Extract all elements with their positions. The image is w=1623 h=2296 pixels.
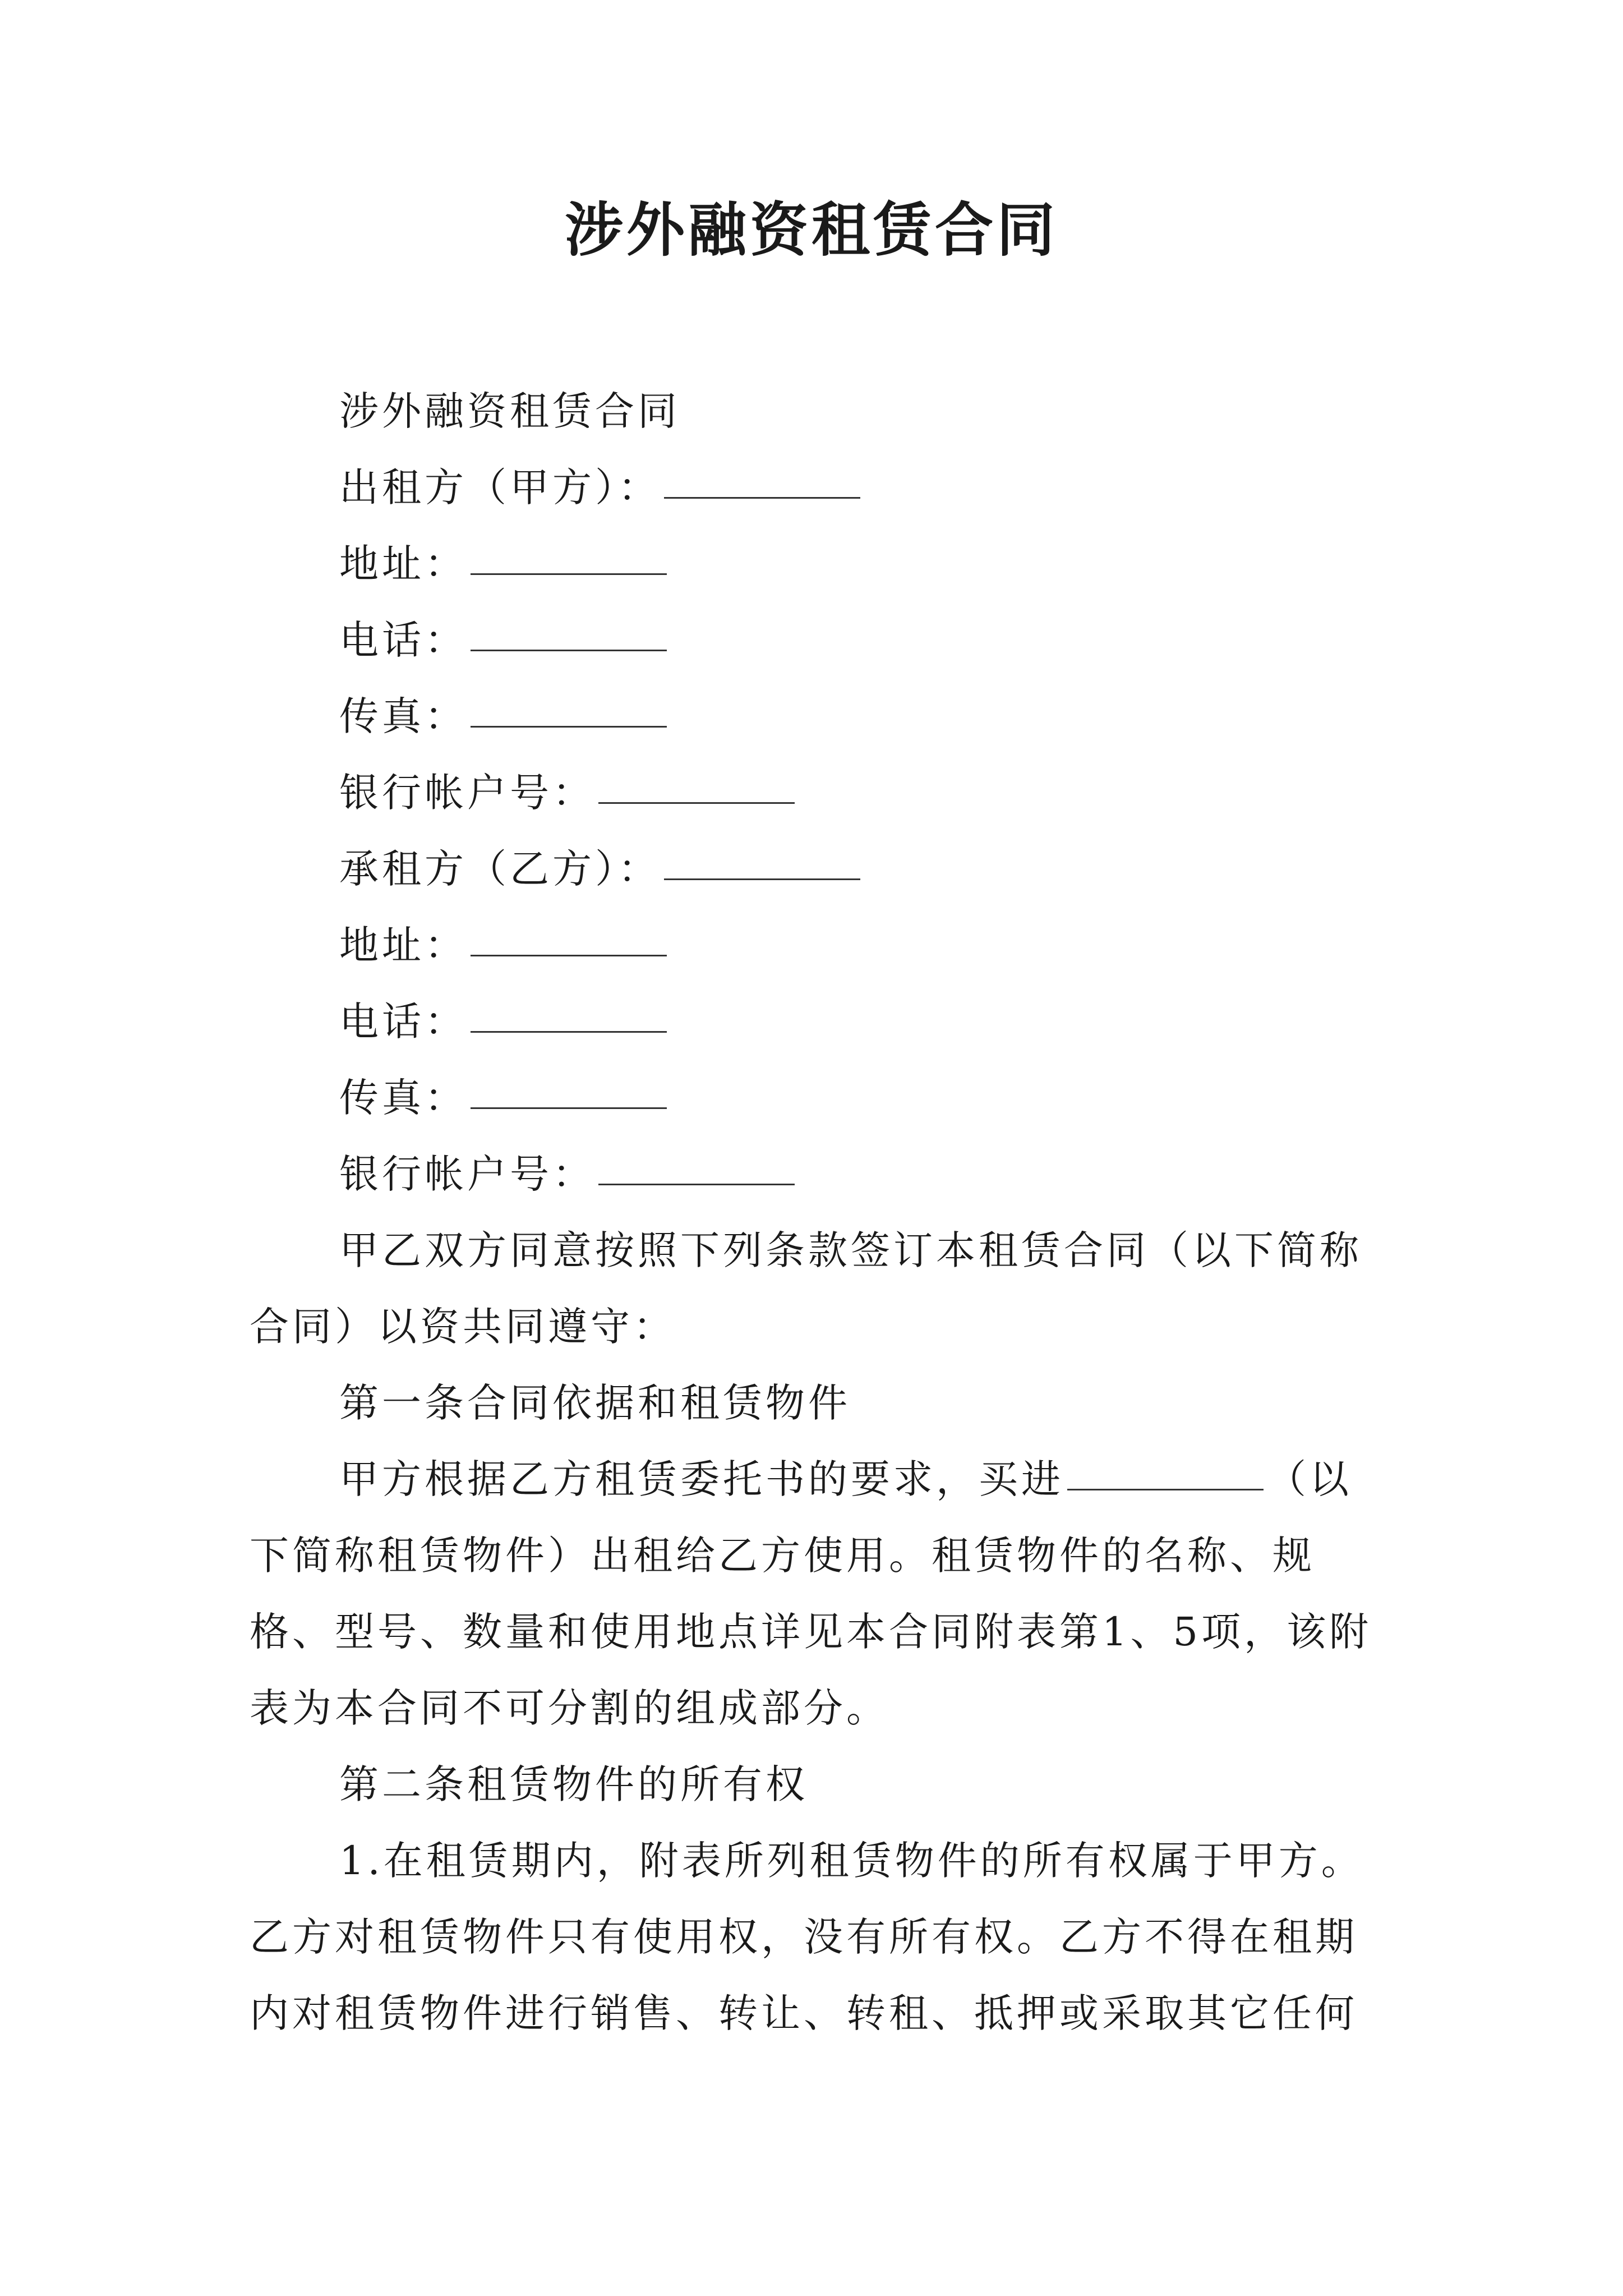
lessee-address-label: 地址： [339,922,467,968]
lessor-address-label: 地址： [339,541,467,587]
lessor-label: 出租方（甲方）： [339,464,661,510]
lessee-fax-blank [471,1107,667,1109]
contract-subtitle: 涉外融资租赁合同 [339,388,680,434]
lessee-address-field [250,907,1385,983]
lessor-fax-label: 传真： [339,693,467,739]
intro-paragraph: 甲乙双方同意按照下列条款签订本租赁合同（以下简称合同）以资共同遵守： [250,1227,1362,1350]
lessor-phone-label: 电话： [339,617,467,663]
article1-heading: 第一条合同依据和租赁物件 [339,1380,851,1426]
lessee-phone-blank [471,1030,667,1033]
lessor-address-blank [471,573,667,575]
article1-text-before: 甲方根据乙方租赁委托书的要求，买进 [339,1456,1064,1502]
article1-text-after: （以下简称租赁物件）出租给乙方使用。租赁物件的名称、规格、型号、数量和使用地点详见本合同附表第1、5项，该附表为本合同不可分割的组成部分。 [250,1456,1372,1731]
lessee-label: 承租方（乙方）： [339,846,661,892]
lessee-address-blank [471,954,667,956]
document-title: 涉外融资租赁合同 [564,195,1058,264]
lessor-bank-blank [598,802,795,804]
lessor-address-field [250,526,1385,602]
lessor-phone-field [250,602,1385,678]
lessor-bank-label: 银行帐户号： [339,770,595,816]
lessor-fax-blank [471,725,667,728]
article2-heading: 第二条租赁物件的所有权 [339,1761,808,1807]
lessee-name-field [250,831,1385,907]
lessee-bank-label: 银行帐户号： [339,1151,595,1197]
lessor-name-field [250,449,1385,526]
lessee-bank-blank [598,1183,795,1185]
article2-item1: 1.在租赁期内，附表所列租赁物件的所有权属于甲方。乙方对租赁物件只有使用权，没有所有权。乙方不得在租期内对租赁物件进行销售、转让、转租、抵押或采取其它任何 [250,1838,1364,2036]
lessor-bank-field [250,754,1385,831]
document-body [250,373,1385,2051]
lessor-fax-field [250,678,1385,754]
lessee-phone-field [250,983,1385,1060]
article1-item-blank [1067,1488,1264,1490]
article1-paragraph [250,1441,1385,1746]
lessee-bank-field [250,1136,1385,1212]
lessee-fax-field [250,1060,1385,1136]
lessor-name-blank [664,496,860,499]
lessee-name-blank [664,878,860,880]
lessor-phone-blank [471,649,667,651]
lessee-phone-label: 电话： [339,999,467,1045]
lessee-fax-label: 传真： [339,1075,467,1121]
